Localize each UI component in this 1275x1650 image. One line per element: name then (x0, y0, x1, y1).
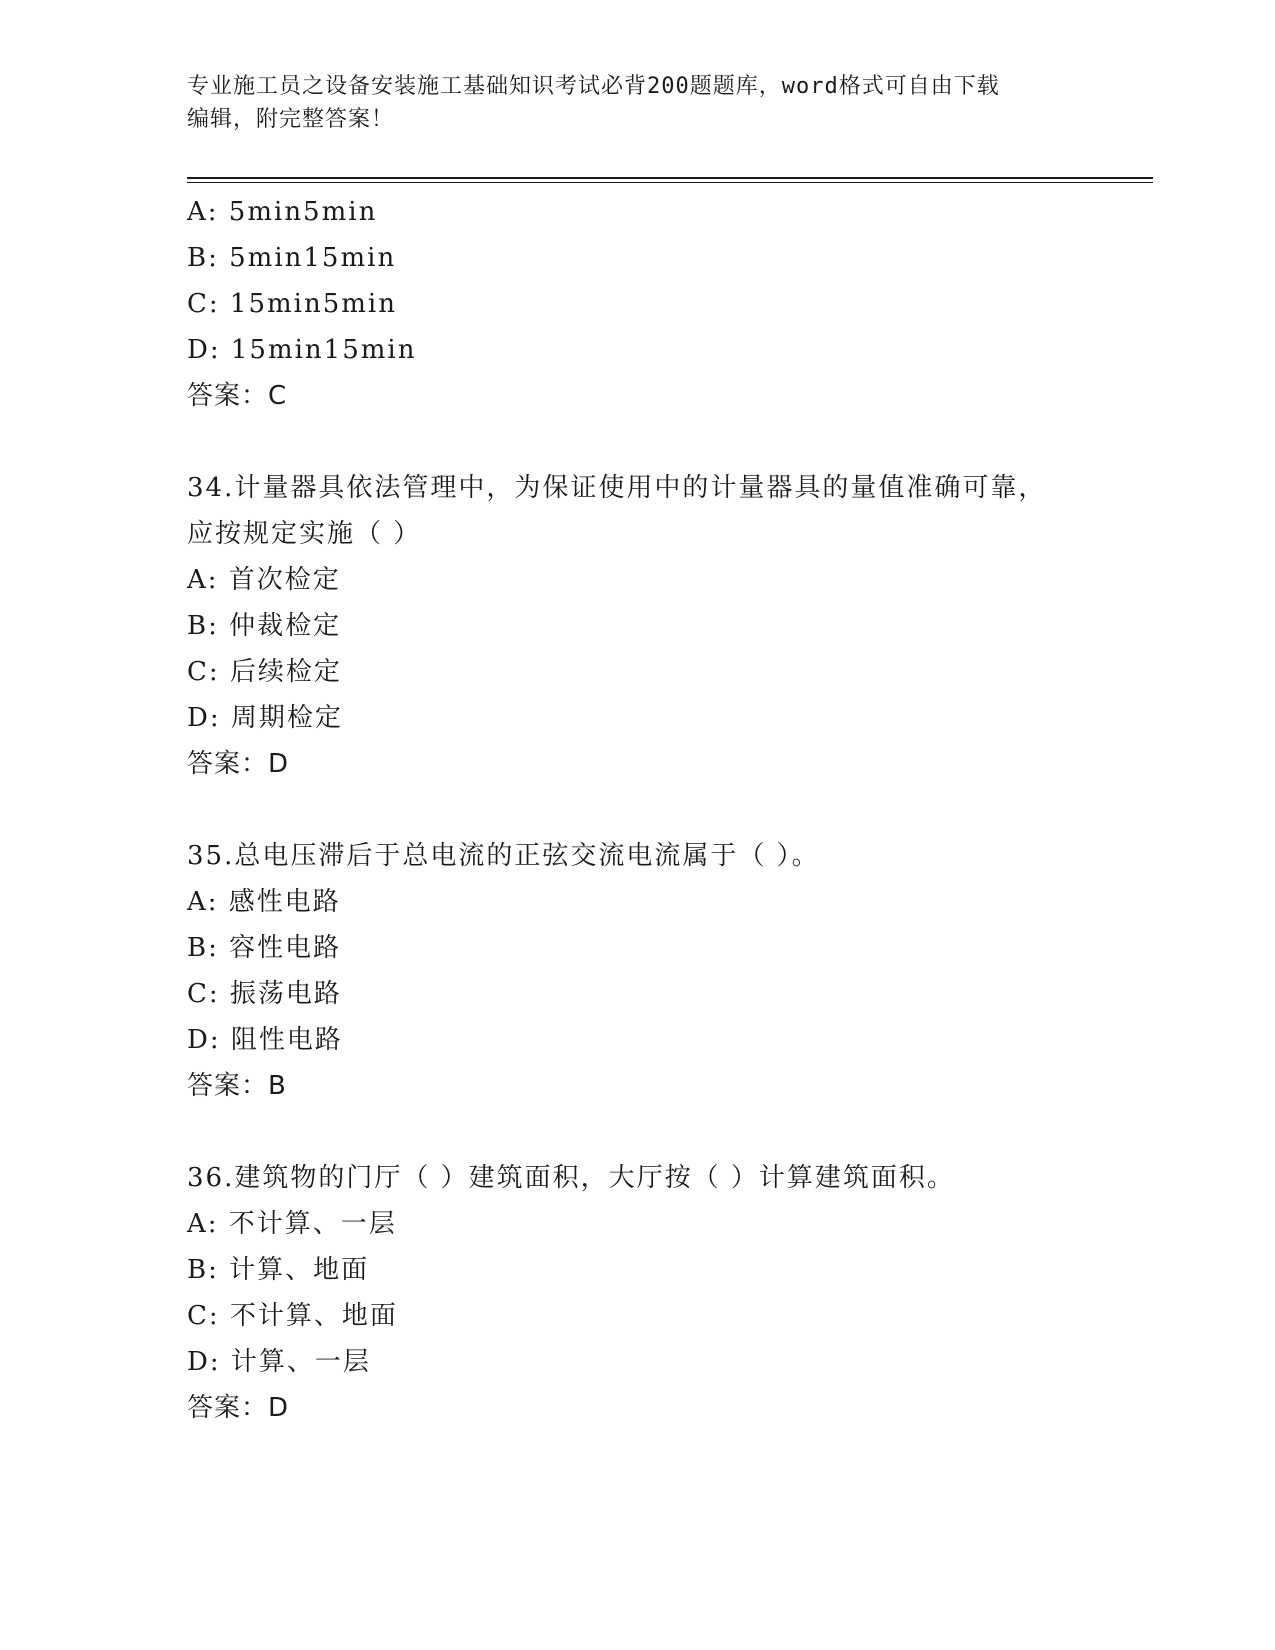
document-header (187, 70, 1087, 136)
option-d: D: 阻性电路 (187, 1025, 343, 1055)
spacer (187, 787, 1107, 833)
question-block-34 (187, 465, 1107, 787)
option-a: A: 感性电路 (187, 887, 341, 917)
option-c: C: 后续检定 (187, 657, 342, 687)
header-title-line-1: 专业施工员之设备安装施工基础知识考试必背200题题库，word格式可自由下载 (187, 74, 1000, 99)
answer-line: 答案：B (187, 1071, 287, 1101)
question-block-33 (187, 189, 1107, 419)
question-text-line-2: 应按规定实施（ ） (187, 519, 422, 549)
option-b: B: 5min15min (187, 243, 397, 273)
question-list (187, 189, 1107, 1431)
option-a: A: 首次检定 (187, 565, 341, 595)
option-b: B: 容性电路 (187, 933, 342, 963)
header-title-line-2: 编辑，附完整答案！ (187, 107, 395, 132)
question-text-line-1: 34.计量器具依法管理中，为保证使用中的计量器具的量值准确可靠， (187, 473, 1047, 503)
answer-line: 答案：C (187, 381, 288, 411)
option-c: C: 15min5min (187, 289, 397, 319)
option-b: B: 仲裁检定 (187, 611, 342, 641)
header-divider-thin (187, 182, 1153, 183)
answer-line: 答案：D (187, 1393, 290, 1423)
question-text-line-1: 35.总电压滞后于总电流的正弦交流电流属于（ ）。 (187, 841, 820, 871)
option-b: B: 计算、地面 (187, 1255, 370, 1285)
question-text-line-1: 36.建筑物的门厅（ ）建筑面积，大厅按（ ）计算建筑面积。 (187, 1163, 955, 1193)
header-divider-thick (187, 177, 1153, 179)
option-d: D: 15min15min (187, 335, 417, 365)
option-c: C: 振荡电路 (187, 979, 342, 1009)
option-a: A: 不计算、一层 (187, 1209, 397, 1239)
option-d: D: 计算、一层 (187, 1347, 371, 1377)
question-block-35 (187, 833, 1107, 1109)
spacer (187, 419, 1107, 465)
option-c: C: 不计算、地面 (187, 1301, 398, 1331)
spacer (187, 1109, 1107, 1155)
question-block-36 (187, 1155, 1107, 1431)
option-a: A: 5min5min (187, 197, 378, 227)
option-d: D: 周期检定 (187, 703, 343, 733)
answer-line: 答案：D (187, 749, 290, 779)
